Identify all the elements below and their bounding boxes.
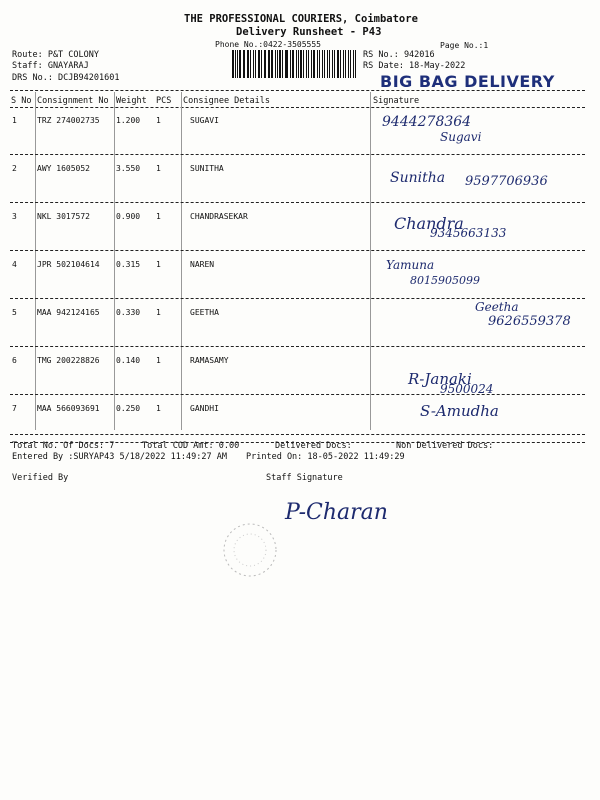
divider [10, 434, 585, 435]
non-delivered-docs: Non Delivered Docs: [396, 441, 494, 451]
faint-seal-stamp [220, 520, 280, 580]
row-divider [10, 394, 585, 395]
sheet-title: Delivery Runsheet - P43 [236, 26, 382, 38]
handwritten-phone: 9597706936 [465, 174, 548, 189]
phone-number: Phone No.:0422-3505555 [215, 40, 321, 49]
total-docs: Total No. Of Docs: 7 [12, 441, 115, 451]
row-consignee: GEETHA [190, 308, 219, 317]
drs-number: DRS No.: DCJB94201601 [12, 73, 120, 83]
row-pcs: 1 [156, 116, 161, 125]
barcode-bar [243, 50, 244, 78]
staff: Staff: GNAYARAJ [12, 61, 89, 71]
col-consignee: Consignee Details [183, 96, 270, 106]
barcode-bar [317, 50, 318, 78]
rs-number: RS No.: 942016 [363, 50, 435, 60]
barcode-bar [261, 50, 262, 78]
row-consignment-no: TMG 200228826 [37, 356, 100, 365]
barcode-bar [292, 50, 294, 78]
staff-signature: P-Charan [285, 500, 388, 525]
row-weight: 3.550 [116, 164, 141, 173]
barcode-bar [290, 50, 291, 78]
barcode-bar [355, 50, 356, 78]
barcode-bar [337, 50, 339, 78]
handwritten-signature: R-Janaki [408, 370, 472, 388]
total-cod: Total COD Amt: 0.00 [142, 441, 240, 451]
barcode-bar [244, 50, 245, 78]
barcode-bar [327, 50, 329, 78]
table-row [0, 382, 600, 446]
handwritten-signature: Yamuna [386, 258, 435, 272]
row-pcs: 1 [156, 164, 161, 173]
staff-signature-label: Staff Signature [266, 473, 343, 483]
delivered-docs: Delivered Docs: [275, 441, 352, 451]
barcode-bar [250, 50, 251, 78]
barcode-bar [348, 50, 350, 78]
row-sno: 2 [12, 164, 17, 173]
table-row [0, 156, 600, 206]
row-weight: 0.330 [116, 308, 141, 317]
barcode-bar [277, 50, 278, 78]
row-divider [10, 250, 585, 251]
barcode-bar [258, 50, 260, 78]
barcode-bar [296, 50, 297, 78]
row-sno: 1 [12, 116, 17, 125]
row-consignment-no: TRZ 274002735 [37, 116, 100, 125]
row-consignment-no: MAA 942124165 [37, 308, 100, 317]
barcode-bar [235, 50, 236, 78]
barcode-bar [313, 50, 315, 78]
entered-by: Entered By :SURYAP43 5/18/2022 11:49:27 AM [12, 452, 227, 462]
handwritten-signature: S-Amudha [420, 402, 499, 420]
barcode-bar [271, 50, 273, 78]
row-divider [10, 202, 585, 203]
barcode-bar [275, 50, 276, 78]
row-sno: 5 [12, 308, 17, 317]
handwritten-signature: Chandra [394, 214, 464, 233]
handwritten-phone: 9626559378 [488, 314, 571, 329]
divider [10, 90, 585, 91]
barcode-bar [303, 50, 304, 78]
company-name: THE PROFESSIONAL COURIERS, Coimbatore [184, 13, 418, 25]
barcode-bar [345, 50, 346, 78]
route: Route: P&T COLONY [12, 50, 99, 60]
row-sno: 7 [12, 404, 17, 413]
barcode [232, 50, 358, 78]
row-sno: 3 [12, 212, 17, 221]
row-pcs: 1 [156, 356, 161, 365]
row-pcs: 1 [156, 212, 161, 221]
row-sno: 6 [12, 356, 17, 365]
page-number: Page No.:1 [440, 41, 489, 50]
barcode-bar [300, 50, 302, 78]
barcode-bar [232, 50, 234, 78]
barcode-bar [247, 50, 249, 78]
handwritten-phone: 9444278364 [382, 114, 472, 130]
row-weight: 0.315 [116, 260, 141, 269]
handwritten-phone: 9500024 [440, 382, 494, 396]
barcode-bar [255, 50, 257, 78]
col-consignment: Consignment No [37, 96, 109, 106]
row-pcs: 1 [156, 404, 161, 413]
row-consignee: RAMASAMY [190, 356, 229, 365]
handwritten-signature: Sunitha [390, 170, 446, 186]
barcode-bar [286, 50, 288, 78]
col-pcs: PCS [156, 96, 172, 106]
barcode-bar [319, 50, 321, 78]
row-consignment-no: AWY 1605052 [37, 164, 90, 173]
barcode-bar [264, 50, 265, 78]
barcode-bar [343, 50, 344, 78]
barcode-bar [285, 50, 286, 78]
table-row [0, 252, 600, 302]
barcode-bar [329, 50, 330, 78]
table-row [0, 348, 600, 398]
barcode-bar [332, 50, 333, 78]
row-consignment-no: NKL 3017572 [37, 212, 90, 221]
barcode-bar [279, 50, 281, 78]
table-row [0, 108, 600, 158]
barcode-bar [340, 50, 341, 78]
handwritten-phone: 8015905099 [410, 274, 480, 287]
barcode-bar [324, 50, 325, 78]
barcode-bar [239, 50, 241, 78]
row-consignee: SUGAVI [190, 116, 219, 125]
handwritten-phone: 9345663133 [430, 226, 507, 240]
big-bag-delivery-stamp: BIG BAG DELIVERY [380, 72, 555, 91]
barcode-bar [306, 50, 308, 78]
row-weight: 0.250 [116, 404, 141, 413]
row-divider [10, 154, 585, 155]
row-divider [10, 298, 585, 299]
barcode-bar [298, 50, 299, 78]
barcode-bar [322, 50, 323, 78]
table-row [0, 300, 600, 350]
row-consignee: SUNITHA [190, 164, 224, 173]
row-consignment-no: JPR 502104614 [37, 260, 100, 269]
row-weight: 0.900 [116, 212, 141, 221]
barcode-bar [350, 50, 351, 78]
barcode-bar [311, 50, 312, 78]
col-sno: S No [11, 96, 32, 106]
row-sno: 4 [12, 260, 17, 269]
row-consignee: CHANDRASEKAR [190, 212, 248, 221]
row-weight: 1.200 [116, 116, 141, 125]
verified-by: Verified By [12, 473, 69, 483]
row-pcs: 1 [156, 308, 161, 317]
barcode-bar [265, 50, 266, 78]
row-consignment-no: MAA 566093691 [37, 404, 100, 413]
barcode-bar [253, 50, 254, 78]
barcode-bar [282, 50, 283, 78]
row-consignee: NAREN [190, 260, 215, 269]
row-divider [10, 346, 585, 347]
barcode-bar [334, 50, 336, 78]
row-consignee: GANDHI [190, 404, 219, 413]
barcode-bar [237, 50, 238, 78]
barcode-bar [308, 50, 309, 78]
col-signature: Signature [373, 96, 420, 106]
row-weight: 0.140 [116, 356, 141, 365]
row-pcs: 1 [156, 260, 161, 269]
barcode-bar [353, 50, 355, 78]
col-weight: Weight [116, 96, 147, 106]
printed-on: Printed On: 18-05-2022 11:49:29 [246, 452, 405, 462]
rs-date: RS Date: 18-May-2022 [363, 61, 466, 71]
table-row [0, 204, 600, 254]
handwritten-signature: Sugavi [440, 130, 482, 144]
barcode-bar [268, 50, 270, 78]
handwritten-signature: Geetha [475, 300, 519, 314]
